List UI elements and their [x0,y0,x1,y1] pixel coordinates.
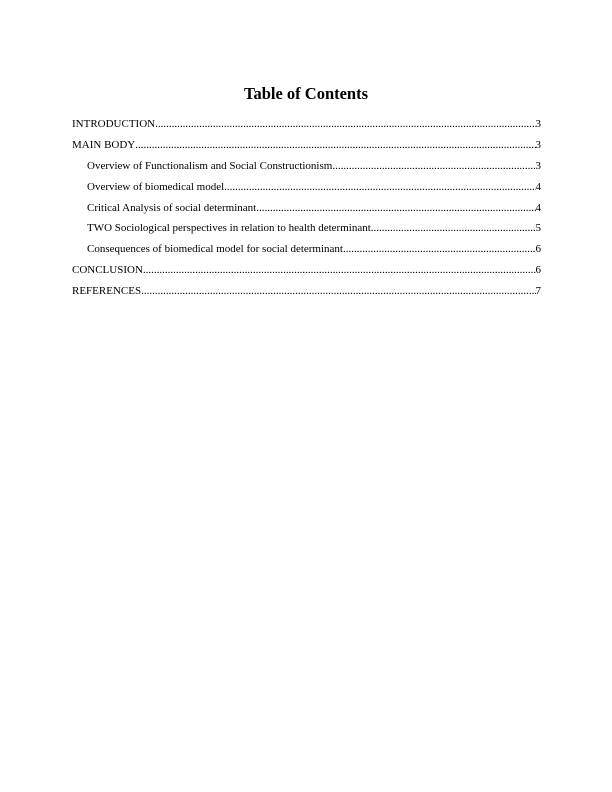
toc-entry-label: CONCLUSION [72,264,143,277]
toc-title: Table of Contents [243,84,369,103]
toc-entry-label: Overview of biomedical model [87,180,225,193]
toc-entry-page: 4 [535,180,541,193]
toc-entry-page: 6 [535,264,541,277]
toc-entry-label: Overview of Functionalism and Social Constructionism [87,159,333,172]
toc-dot-leader [343,242,536,256]
toc-dot-leader [135,138,535,152]
toc-entry-label: TWO Sociological perspectives in relation to health determinant [87,222,371,235]
toc-entry-label: Consequences of biomedical model for social determinant [87,243,343,256]
toc-entry-introduction[interactable] [72,117,541,138]
toc-entry-label: MAIN BODY [72,138,136,151]
toc-entry-page: 3 [535,118,541,130]
toc-entry-biomedical-model-overview[interactable] [72,180,541,201]
toc-entry-label: INTRODUCTION [72,118,156,130]
toc-dot-leader [141,284,535,298]
toc-entry-page: 3 [535,138,541,151]
toc-entry-label: REFERENCES [72,285,142,298]
toc-dot-leader [224,180,535,194]
toc-entry-page: 4 [535,201,541,214]
toc-dot-leader [155,117,535,131]
toc-entry-conclusion[interactable] [72,263,541,284]
toc-dot-leader [256,201,535,215]
toc-entry-functionalism-overview[interactable] [72,159,541,180]
toc-entry-sociological-perspectives[interactable] [72,221,541,242]
toc-entry-critical-analysis[interactable] [72,201,541,222]
toc-list [72,117,541,305]
toc-entry-page: 3 [535,159,541,172]
toc-entry-page: 7 [535,285,541,298]
toc-entry-references[interactable] [72,284,541,305]
toc-dot-leader [143,263,536,277]
toc-entry-consequences-biomedical[interactable] [72,242,541,263]
toc-dot-leader [332,159,535,173]
toc-entry-page: 6 [535,243,541,256]
toc-entry-page: 5 [535,222,541,235]
toc-dot-leader [371,221,536,235]
toc-entry-main-body[interactable] [72,138,541,159]
toc-entry-label: Critical Analysis of social determinant [87,201,257,214]
